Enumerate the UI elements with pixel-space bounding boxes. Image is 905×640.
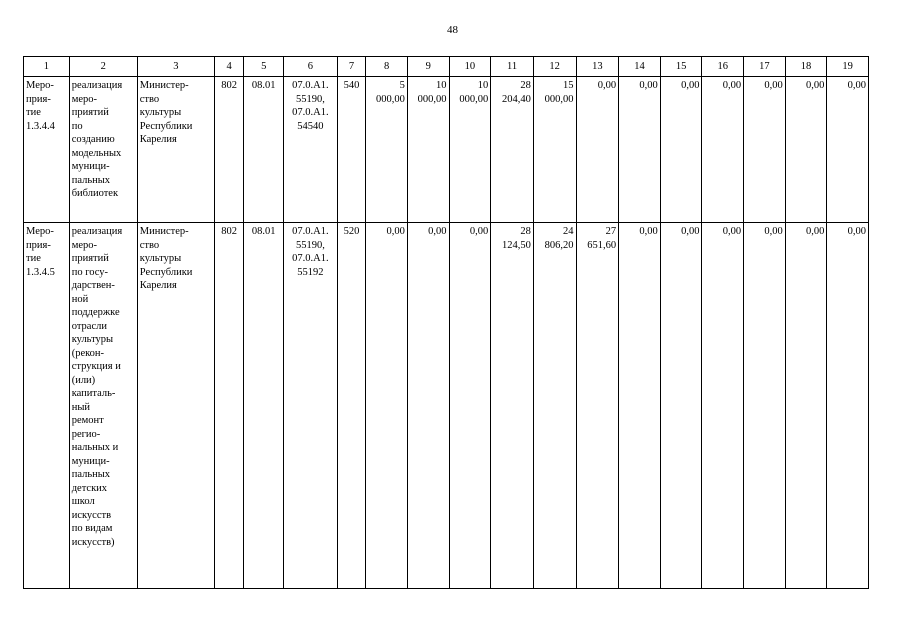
column-header: 1 <box>24 57 70 77</box>
table-cell: 5 000,00 <box>366 77 408 223</box>
table-cell: 27 651,60 <box>576 223 619 589</box>
table-cell: 0,00 <box>827 223 869 589</box>
measure-id: Меро- прия- тие 1.3.4.5 <box>24 223 70 589</box>
column-header: 9 <box>407 57 449 77</box>
table-cell: 0,00 <box>785 223 827 589</box>
column-header: 2 <box>69 57 137 77</box>
column-header: 15 <box>660 57 702 77</box>
table-cell: 24 806,20 <box>533 223 576 589</box>
column-header: 11 <box>491 57 534 77</box>
table-cell: 10 000,00 <box>449 77 491 223</box>
table-cell: 08.01 <box>244 223 284 589</box>
column-header: 13 <box>576 57 619 77</box>
column-header: 14 <box>619 57 661 77</box>
table-row <box>24 77 869 223</box>
column-header: 19 <box>827 57 869 77</box>
measure-description: реализация меро- приятий по созданию модельных муници- пальных библиотек <box>69 77 137 223</box>
table-cell: 0,00 <box>619 77 661 223</box>
table-cell: 0,00 <box>576 77 619 223</box>
table-cell: 0,00 <box>660 223 702 589</box>
header-row <box>24 57 869 77</box>
column-header: 7 <box>337 57 365 77</box>
table-cell: 15 000,00 <box>533 77 576 223</box>
table-cell: 0,00 <box>407 223 449 589</box>
column-header: 4 <box>214 57 243 77</box>
table-cell: 0,00 <box>702 223 744 589</box>
table-cell: 802 <box>214 77 243 223</box>
table-cell: 520 <box>337 223 365 589</box>
table-cell: 0,00 <box>660 77 702 223</box>
column-header: 3 <box>137 57 214 77</box>
measure-id: Меро- прия- тие 1.3.4.4 <box>24 77 70 223</box>
table-cell: 0,00 <box>744 77 786 223</box>
column-header: 8 <box>366 57 408 77</box>
column-header: 16 <box>702 57 744 77</box>
responsible-agency: Министер- ство культуры Республики Карелия <box>137 223 214 589</box>
table-cell: 07.0.А1. 55190, 07.0.А1. 55192 <box>284 223 338 589</box>
column-header: 6 <box>284 57 338 77</box>
table-cell: 0,00 <box>619 223 661 589</box>
table-cell: 802 <box>214 223 243 589</box>
column-header: 5 <box>244 57 284 77</box>
table-cell: 10 000,00 <box>407 77 449 223</box>
responsible-agency: Министер- ство культуры Республики Карелия <box>137 77 214 223</box>
table-cell: 0,00 <box>449 223 491 589</box>
table-cell: 0,00 <box>785 77 827 223</box>
page-number: 48 <box>447 24 458 36</box>
table-row <box>24 223 869 589</box>
table-cell: 540 <box>337 77 365 223</box>
table-cell: 0,00 <box>366 223 408 589</box>
column-header: 17 <box>744 57 786 77</box>
measure-description: реализация меро- приятий по госу- дарствен- ной поддержке отрасли культуры (рекон- струкция и (или) капиталь- ный ремонт регио- нальных и муници- пальных детских школ искусств по видам искусств) <box>69 223 137 589</box>
column-header: 12 <box>533 57 576 77</box>
table-cell: 0,00 <box>702 77 744 223</box>
table-cell: 08.01 <box>244 77 284 223</box>
table-cell: 07.0.А1. 55190, 07.0.А1. 54540 <box>284 77 338 223</box>
table-cell: 0,00 <box>744 223 786 589</box>
table-cell: 28 204,40 <box>491 77 534 223</box>
table-cell: 0,00 <box>827 77 869 223</box>
budget-table <box>23 56 869 589</box>
column-header: 18 <box>785 57 827 77</box>
column-header: 10 <box>449 57 491 77</box>
table-cell: 28 124,50 <box>491 223 534 589</box>
